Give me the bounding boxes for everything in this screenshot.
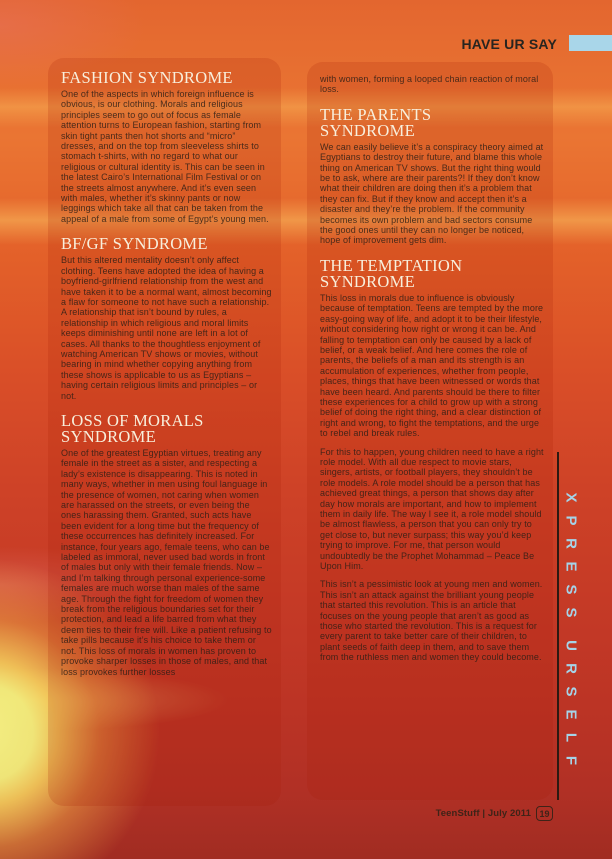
section-heading-temptation-syndrome: THE TEMPTATION SYNDROME [320,255,463,291]
header-blue-tab [569,35,612,51]
xpress-urself-vertical-text: X P R E S S U R S E L F [562,492,580,766]
section-paragraph: One of the aspects in which foreign influence is obvious, is our clothing. Morals and religious principles seem to go out of focus as female attention turns to European fashion, starting from skin tight pants then hot shorts and “micro” dresses, and on the top from sleeveless shirts to stomach t-shirts, with no regard to what our religious or cultural identity is. This can be seen in the latest Cairo’s International Film Festival or on the streets almost anywhere. And it’s even seen with males, whether it’s skinny pants or now leggings which take all that can be taken from the appeal of a male from some of Egypt’s young men. [61,89,269,224]
section-paragraph: But this altered mentality doesn’t only affect clothing. Teens have adopted the idea of having a boyfriend-girlfriend relationship from the west and have taken it to be a normal want, almost becoming a flaw for someone to not have such a relationship. A relationship that isn’t bound by rules, a relationship in which religious and moral limits keeps diminishing until none are left in a lot of cases. All thanks to the thoughtless enjoyment of watching American TV shows or movies, without bearing in mind whether copying anything from these shows is applicable to us as Egyptians – having certain religious limits and principles – or not. [61,255,272,401]
right-column-panel [307,62,553,800]
section-paragraph: This loss in morals due to influence is obviously because of temptation. Teens are tempted by the more easy-going way of life, and adopt it to be their lifestyle, without considering how right or wrong it can be. And falling to temptation can only be caused by a lack of belief, or a weak belief. And here comes the role of parents, the beliefs of a man and its strength is an accumulation of experiences, whether from people, places, things that have been witnessed or words that have been heard. And parents should be there to filter these experiences for a child to grow up with a strong belief of doing the right thing, and a clear distinction of right and wrong, to fight the temptations, and the urge to rebel and break rules. [320,292,544,439]
footer-credit: TeenStuff | July 2011 [435,808,531,819]
have-ur-say-label: HAVE UR SAY [461,36,557,52]
left-column-panel [48,58,281,806]
section-heading-loss-of-morals-syndrome: LOSS OF MORALS SYNDROME [61,410,204,446]
section-heading-fashion-syndrome: FASHION SYNDROME [61,68,233,87]
section-paragraph: One of the greatest Egyptian virtues, treating any female in the street as a sister, and respecting a lady’s existence is disappearing. This is noted in many ways, whether in men using foul language in the presence of women, not caring when women are harassed on the streets, or even being the ones harassing them. Granted, such acts have been evident for a long time but the frequency of these occurrences has definitely increased. For instance, four years ago, female teens, who can be labeled as immoral, never used bad words in front of males but only with their female friends. Now – and I’m talking through personal experience-some females are much worse than males of the same age. Through the fight for freedom of women they break from the religious boundaries set for their protection, and lead a life barred from what they deem ties to their free will. Like a patient refusing to take pills because it’s his choice to take them or not. This loss of morals in women has proven to provoke sharper losses in those of males, and that loss provokes further losses [61,447,272,677]
section-heading-parents-syndrome: THE PARENTS SYNDROME [320,104,432,140]
section-heading-bfgf-syndrome: BF/GF SYNDROME [61,234,208,254]
footer [436,806,553,821]
section-paragraph: We can easily believe it’s a conspiracy theory aimed at Egyptians to destroy their future, and blame this whole thing on American TV shows. But the right thing would be to ask, where are their parents?! If they don’t know what their children are doing then it’s a problem that they can fix. But if they know and accept then it’s a disaster and they’re the problem. If the community becomes its own problem and bad sectors consume the good ones until they can no longer be noticed, hope of improvement gets dim. [320,141,544,246]
page-number-badge: 19 [536,806,553,821]
section-paragraph: This isn’t a pessimistic look at young men and women. This isn’t an attack against the brilliant young people that started this revolution. This is an article that focuses on the young people that aren’t as good as those who started the revolution. This is a request for every parent to take better care of their children, to plant seeds of faith deep in them, and to save them from the ruthless men and women they could become. [320,579,543,663]
continuation-paragraph: with women, forming a looped chain reaction of moral loss. [320,74,539,95]
section-paragraph: For this to happen, young children need to have a right role model. With all due respect to movie stars, singers, artists, or football players, they shouldn’t be role models. A role model should be a person that has achieved great things, a person that shows day after day how morals are important, and how to implement them in daily life. The way I see it, a role model should be almost flawless, a person that you can only try to get close to, but never surpass; this way you’d keep trying to improve. For me, that person would undoubtedly be the Prophet Mohammad – Peace Be Upon Him. [320,446,544,572]
